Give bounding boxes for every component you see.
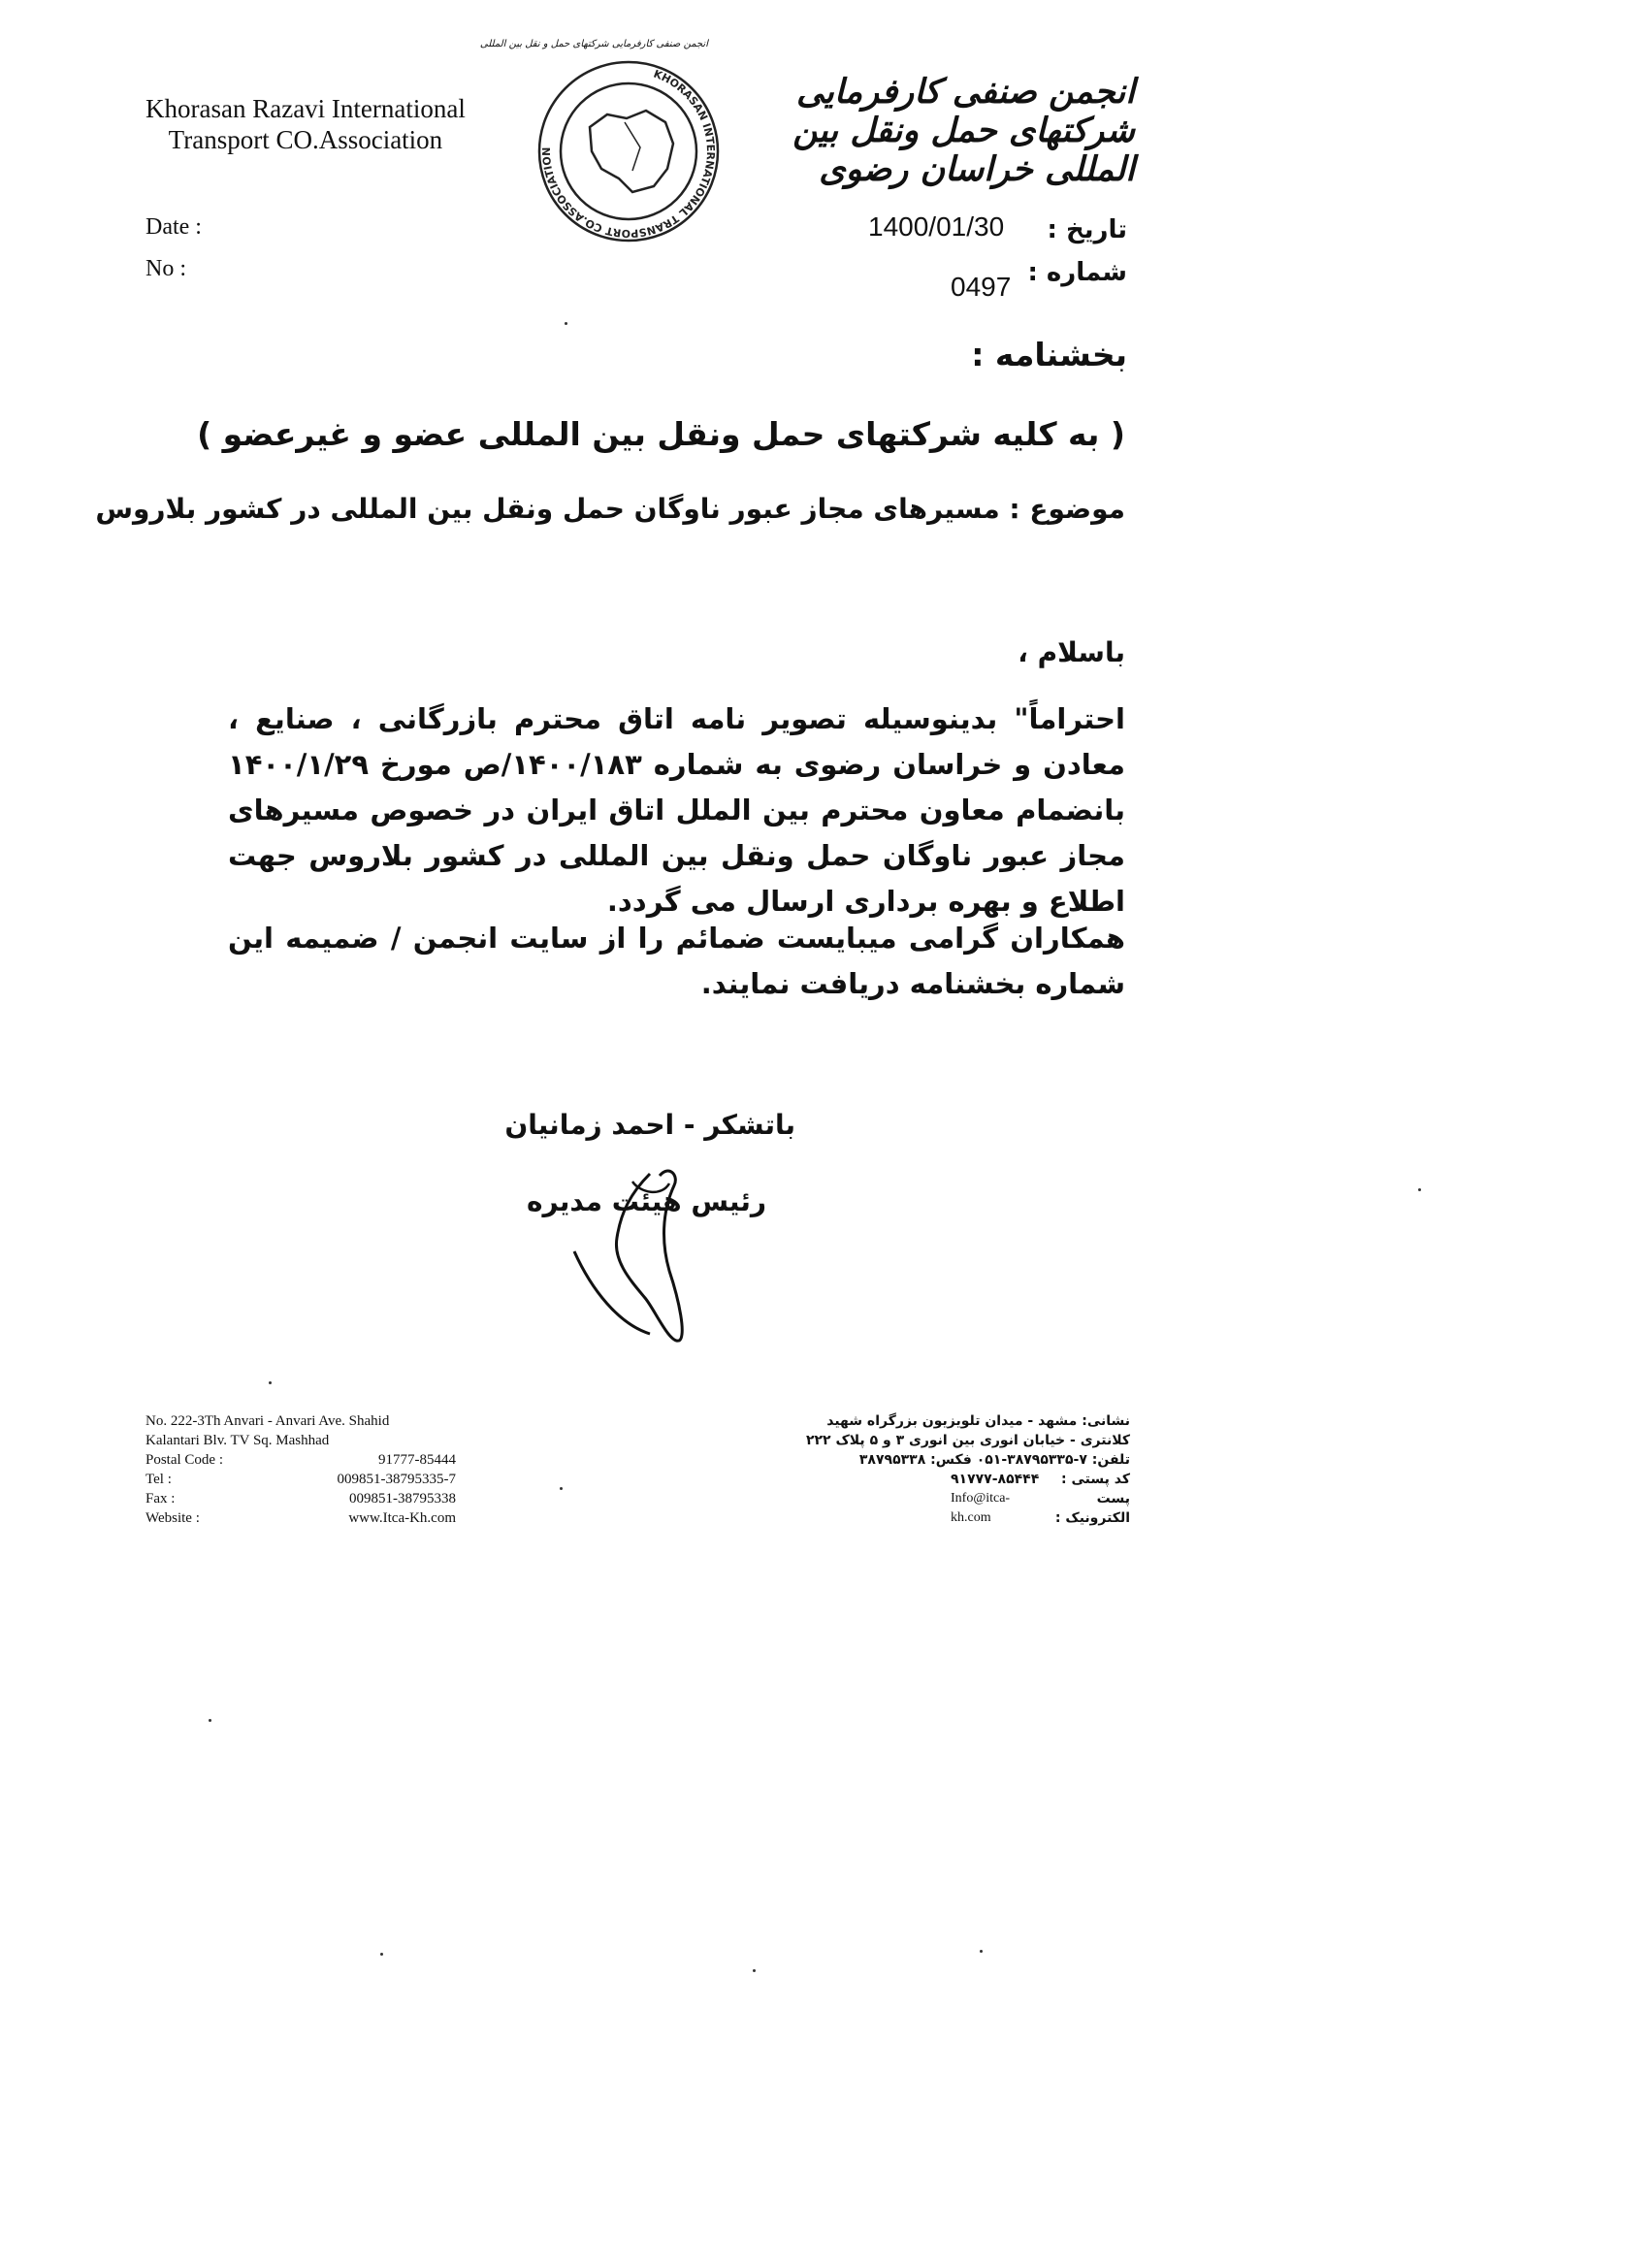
tel-value: 009851-38795335-7 <box>337 1472 456 1487</box>
footer-fa-email-label: پست الکترونیک : <box>1054 1491 1130 1526</box>
recipients-line: ( به کلیه شرکتهای حمل ونقل بین المللی عضو و غیرعضو ) <box>197 415 1125 453</box>
org-name-fa: انجمن صنفی کارفرمایی شرکتهای حمل ونقل بین المللی خراسان رضوی <box>792 73 1135 189</box>
greeting: باسلام ، <box>1018 636 1125 668</box>
svg-text:KHORASAN INTERNATIONAL TRANSPO <box>540 68 717 241</box>
date-label-en: Date : <box>146 214 202 240</box>
scan-speck <box>269 1381 272 1384</box>
email-link[interactable]: Info@itca-kh.com <box>951 1491 1011 1525</box>
footer-fa-postal-value: ۹۱۷۷۷-۸۵۴۴۴ <box>951 1472 1040 1487</box>
signer-title: رئیس هیئت مدیره <box>526 1185 766 1217</box>
postal-label: Postal Code : <box>146 1452 224 1468</box>
fax-value: 009851-38795338 <box>349 1491 456 1507</box>
no-label-en: No : <box>146 256 186 281</box>
body-paragraph-1: احتراماً" بدینوسیله تصویر نامه اتاق محترم بازرگانی ، صنایع ، معادن و خراسان رضوی به شماره ۱۴۰۰/۱۸۳/ص مورخ ۱۴۰۰/۱/۲۹ بانضمام معاون محترم بین الملل اتاق ایران در خصوص مسیرهای مجاز عبور ناوگان حمل ونقل بین المللی در کشور بلاروس جهت اطلاع و بهره برداری ارسال می گردد. <box>228 702 1125 918</box>
website-link[interactable]: www.Itca-Kh.com <box>348 1510 456 1526</box>
org-name-en <box>146 93 466 155</box>
org-name-en-line1: Khorasan Razavi International <box>146 94 466 123</box>
scan-speck <box>980 1950 983 1953</box>
scan-speck <box>753 1969 756 1972</box>
fax-label: Fax : <box>146 1491 176 1507</box>
body-paragraph-2: همکاران گرامی میبایست ضمائم را از سایت انجمن / ضمیمه این شماره بخشنامه دریافت نمایند. <box>228 922 1125 1000</box>
website-label: Website : <box>146 1510 200 1526</box>
scan-speck <box>209 1719 211 1722</box>
footer-fa-address-line1: نشانی: مشهد - میدان تلویزیون بزرگراه شهید <box>826 1413 1130 1429</box>
postal-value: 91777-85444 <box>378 1452 456 1468</box>
iran-map-icon <box>590 111 673 192</box>
scan-speck <box>560 1487 563 1490</box>
date-label-fa: تاریخ : <box>1047 215 1127 244</box>
number-value: 0497 <box>951 272 1012 302</box>
tel-label: Tel : <box>146 1472 172 1487</box>
footer-address-line1: No. 222-3Th Anvari - Anvari Ave. Shahid <box>146 1413 390 1429</box>
circular-heading: بخشنامه : <box>971 336 1127 373</box>
date-value: 1400/01/30 <box>868 211 1005 242</box>
footer-address-en <box>146 1411 456 1528</box>
logo-ring-text: KHORASAN INTERNATIONAL TRANSPORT CO.ASSOCIATION <box>539 67 718 241</box>
footer-fa-address-line2: کلانتری - خیابان انوری بین انوری ۳ و ۵ پلاک ۲۲۲ <box>805 1433 1130 1448</box>
association-logo <box>532 54 726 248</box>
signature <box>524 1154 718 1348</box>
scan-speck <box>380 1953 383 1956</box>
org-name-en-line2: Transport CO.Association <box>168 125 443 154</box>
closing-line: باتشکر - احمد زمانیان <box>504 1109 795 1141</box>
logo-seal-text-fa: انجمن صنفی کارفرمایی شرکتهای حمل و نقل بین المللی <box>479 39 708 49</box>
footer-address-fa <box>805 1411 1130 1528</box>
scan-speck <box>565 322 567 325</box>
no-label-fa: شماره : <box>1027 258 1127 287</box>
subject-line: موضوع : مسیرهای مجاز عبور ناوگان حمل ونقل بین المللی در کشور بلاروس <box>95 493 1125 525</box>
footer-fa-phones: تلفن: ۷-۳۸۷۹۵۳۳۵-۰۵۱ فکس: ۳۸۷۹۵۳۳۸ <box>858 1452 1130 1468</box>
footer-address-line2: Kalantari Blv. TV Sq. Mashhad <box>146 1433 330 1448</box>
footer-fa-postal-label: کد پستی : <box>1061 1472 1130 1487</box>
scan-speck <box>1418 1188 1421 1191</box>
